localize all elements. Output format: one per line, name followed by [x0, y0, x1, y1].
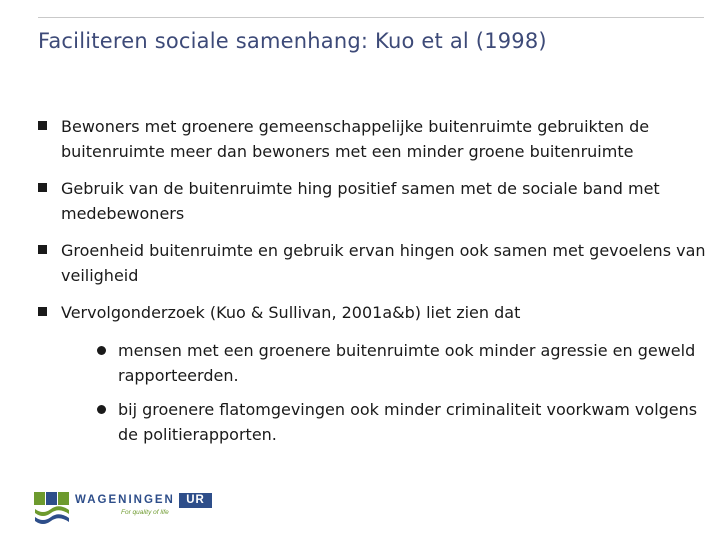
sub-bullet-text: mensen met een groenere buitenruimte ook minder agressie en geweld rapporteerden.	[118, 341, 696, 385]
square-bullet-icon	[38, 183, 47, 192]
sub-bullet-item	[61, 338, 708, 388]
square-bullet-icon	[38, 121, 47, 130]
bullet-item	[38, 238, 708, 288]
slide-title: Faciliteren sociale samenhang: Kuo et al (1998)	[38, 29, 547, 53]
bullet-text: Gebruik van de buitenruimte hing positief samen met de sociale band met medebewoners	[61, 179, 660, 223]
bullet-text: Groenheid buitenruimte en gebruik ervan hingen ook samen met gevoelens van veiligheid	[61, 241, 706, 285]
square-bullet-icon	[38, 307, 47, 316]
wageningen-ur-logo	[33, 490, 223, 528]
wur-emblem-icon	[33, 490, 73, 526]
bullet-text: Vervolgonderzoek (Kuo & Sullivan, 2001a&b) liet zien dat	[61, 303, 521, 322]
bullet-item	[38, 176, 708, 226]
sub-bullet-text: bij groenere flatomgevingen ook minder criminaliteit voorkwam volgens de politierapporten.	[118, 400, 698, 444]
logo-tagline: For quality of life	[121, 509, 169, 516]
logo-wordmark: WAGENINGEN	[75, 494, 175, 506]
square-bullet-icon	[38, 245, 47, 254]
bullet-item	[38, 114, 708, 164]
bullet-item	[38, 300, 708, 447]
sub-bullet-item	[61, 397, 708, 447]
bullet-text: Bewoners met groenere gemeenschappelijke buitenruimte gebruikten de buitenruimte meer dan bewoners met een minder groene buitenruimte	[61, 117, 650, 161]
bullet-list	[38, 114, 708, 459]
sub-bullet-list	[61, 338, 708, 447]
logo-ur-badge: UR	[179, 493, 212, 508]
round-bullet-icon	[97, 405, 106, 414]
round-bullet-icon	[97, 346, 106, 355]
top-divider	[38, 17, 704, 18]
